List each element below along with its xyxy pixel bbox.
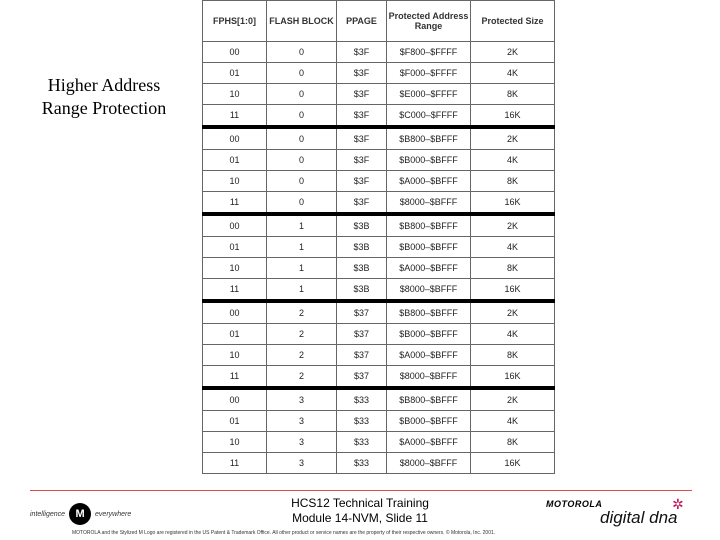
cell-protected-size: 8K <box>471 171 555 192</box>
cell-protected-range: $B800–$BFFF <box>387 301 471 324</box>
header-fphs: FPHS[1:0] <box>203 1 267 42</box>
cell-flash-block: 0 <box>267 84 337 105</box>
cell-flash-block: 2 <box>267 345 337 366</box>
cell-flash-block: 0 <box>267 171 337 192</box>
cell-protected-size: 4K <box>471 411 555 432</box>
table-row <box>203 301 555 324</box>
cell-flash-block: 0 <box>267 127 337 150</box>
cell-protected-range: $B800–$BFFF <box>387 127 471 150</box>
cell-protected-size: 2K <box>471 42 555 63</box>
table-row <box>203 324 555 345</box>
cell-ppage: $33 <box>337 432 387 453</box>
legal-notice: MOTOROLA and the Stylized M Logo are registered in the US Patent & Trademark Office. All other product or service names are the property of their respective owners. © Motorola, Inc. 2001. <box>72 530 496 536</box>
cell-ppage: $37 <box>337 345 387 366</box>
cell-fphs: 01 <box>203 237 267 258</box>
brand-subtitle: digital dna <box>600 508 678 527</box>
cell-fphs: 11 <box>203 192 267 215</box>
cell-fphs: 10 <box>203 345 267 366</box>
cell-protected-size: 4K <box>471 63 555 84</box>
cell-fphs: 11 <box>203 105 267 128</box>
cell-protected-range: $8000–$BFFF <box>387 192 471 215</box>
table-row <box>203 42 555 63</box>
cell-flash-block: 2 <box>267 301 337 324</box>
cell-flash-block: 1 <box>267 214 337 237</box>
cell-flash-block: 0 <box>267 42 337 63</box>
cell-ppage: $3F <box>337 192 387 215</box>
cell-fphs: 01 <box>203 63 267 84</box>
cell-ppage: $33 <box>337 388 387 411</box>
cell-flash-block: 1 <box>267 279 337 302</box>
table-row <box>203 63 555 84</box>
table-row <box>203 345 555 366</box>
cell-fphs: 11 <box>203 279 267 302</box>
cell-protected-size: 16K <box>471 105 555 128</box>
cell-fphs: 00 <box>203 301 267 324</box>
cell-ppage: $3F <box>337 150 387 171</box>
cell-protected-size: 16K <box>471 366 555 389</box>
cell-protected-range: $F800–$FFFF <box>387 42 471 63</box>
cell-fphs: 01 <box>203 411 267 432</box>
cell-ppage: $3F <box>337 171 387 192</box>
cell-fphs: 10 <box>203 171 267 192</box>
protection-table <box>202 0 555 474</box>
cell-protected-range: $A000–$BFFF <box>387 258 471 279</box>
cell-flash-block: 2 <box>267 324 337 345</box>
header-flash-block: FLASH BLOCK <box>267 1 337 42</box>
cell-protected-range: $B000–$BFFF <box>387 324 471 345</box>
table-row <box>203 150 555 171</box>
cell-protected-range: $8000–$BFFF <box>387 279 471 302</box>
cell-protected-size: 2K <box>471 301 555 324</box>
cell-flash-block: 1 <box>267 237 337 258</box>
cell-ppage: $3F <box>337 84 387 105</box>
table-row <box>203 237 555 258</box>
cell-fphs: 11 <box>203 453 267 474</box>
side-title <box>18 74 190 120</box>
footer-divider <box>30 490 692 491</box>
header-protected-size: Protected Size <box>471 1 555 42</box>
table-header-row <box>203 1 555 42</box>
table-row <box>203 105 555 128</box>
tagline-right: everywhere <box>95 510 132 518</box>
cell-ppage: $3B <box>337 279 387 302</box>
table-row <box>203 366 555 389</box>
cell-fphs: 10 <box>203 432 267 453</box>
brand-wordmark: MOTOROLA <box>546 499 603 509</box>
cell-ppage: $3B <box>337 258 387 279</box>
table-row <box>203 411 555 432</box>
cell-ppage: $3F <box>337 127 387 150</box>
cell-protected-range: $C000–$FFFF <box>387 105 471 128</box>
cell-ppage: $33 <box>337 411 387 432</box>
cell-fphs: 00 <box>203 127 267 150</box>
cell-protected-size: 4K <box>471 150 555 171</box>
cell-flash-block: 0 <box>267 63 337 84</box>
header-ppage: PPAGE <box>337 1 387 42</box>
table-row <box>203 127 555 150</box>
table-row <box>203 258 555 279</box>
cell-flash-block: 0 <box>267 192 337 215</box>
cell-protected-size: 2K <box>471 127 555 150</box>
cell-fphs: 00 <box>203 42 267 63</box>
cell-protected-range: $A000–$BFFF <box>387 432 471 453</box>
cell-fphs: 10 <box>203 258 267 279</box>
cell-ppage: $3B <box>337 214 387 237</box>
cell-protected-range: $A000–$BFFF <box>387 171 471 192</box>
cell-flash-block: 0 <box>267 105 337 128</box>
cell-ppage: $3F <box>337 63 387 84</box>
cell-fphs: 11 <box>203 366 267 389</box>
table-row <box>203 171 555 192</box>
cell-protected-range: $A000–$BFFF <box>387 345 471 366</box>
cell-flash-block: 3 <box>267 388 337 411</box>
cell-protected-range: $B800–$BFFF <box>387 214 471 237</box>
course-line2: Module 14-NVM, Slide 11 <box>292 511 428 525</box>
cell-protected-size: 2K <box>471 388 555 411</box>
cell-ppage: $3B <box>337 237 387 258</box>
cell-protected-size: 4K <box>471 237 555 258</box>
cell-fphs: 00 <box>203 388 267 411</box>
cell-flash-block: 3 <box>267 432 337 453</box>
cell-protected-size: 16K <box>471 192 555 215</box>
cell-fphs: 01 <box>203 324 267 345</box>
cell-flash-block: 2 <box>267 366 337 389</box>
table-row <box>203 84 555 105</box>
tagline-left: intelligence <box>30 510 66 518</box>
cell-protected-size: 8K <box>471 432 555 453</box>
table-row <box>203 279 555 302</box>
cell-protected-size: 2K <box>471 214 555 237</box>
cell-ppage: $37 <box>337 366 387 389</box>
footer-tagline <box>30 503 131 525</box>
course-info <box>270 496 450 526</box>
table-row <box>203 432 555 453</box>
table-row <box>203 388 555 411</box>
cell-protected-size: 8K <box>471 84 555 105</box>
table-row <box>203 453 555 474</box>
cell-fphs: 00 <box>203 214 267 237</box>
cell-protected-range: $B800–$BFFF <box>387 388 471 411</box>
header-protected-range: Protected Address Range <box>387 1 471 42</box>
cell-protected-size: 16K <box>471 453 555 474</box>
cell-ppage: $3F <box>337 105 387 128</box>
cell-protected-size: 16K <box>471 279 555 302</box>
dna-flower-icon: ✲ <box>672 496 684 512</box>
cell-ppage: $37 <box>337 301 387 324</box>
cell-protected-range: $8000–$BFFF <box>387 366 471 389</box>
cell-protected-size: 8K <box>471 345 555 366</box>
cell-flash-block: 3 <box>267 411 337 432</box>
cell-protected-range: $F000–$FFFF <box>387 63 471 84</box>
cell-flash-block: 3 <box>267 453 337 474</box>
side-title-line1: Higher Address <box>47 75 161 95</box>
cell-protected-size: 4K <box>471 324 555 345</box>
cell-protected-range: $8000–$BFFF <box>387 453 471 474</box>
cell-protected-size: 8K <box>471 258 555 279</box>
cell-ppage: $3F <box>337 42 387 63</box>
side-title-line2: Range Protection <box>41 98 167 118</box>
cell-ppage: $33 <box>337 453 387 474</box>
table-row <box>203 192 555 215</box>
cell-fphs: 01 <box>203 150 267 171</box>
cell-flash-block: 0 <box>267 150 337 171</box>
motorola-m-logo-icon: M <box>69 503 91 525</box>
cell-protected-range: $B000–$BFFF <box>387 411 471 432</box>
course-line1: HCS12 Technical Training <box>291 496 429 510</box>
cell-protected-range: $B000–$BFFF <box>387 150 471 171</box>
table-row <box>203 214 555 237</box>
cell-ppage: $37 <box>337 324 387 345</box>
cell-protected-range: $E000–$FFFF <box>387 84 471 105</box>
cell-protected-range: $B000–$BFFF <box>387 237 471 258</box>
cell-fphs: 10 <box>203 84 267 105</box>
cell-flash-block: 1 <box>267 258 337 279</box>
